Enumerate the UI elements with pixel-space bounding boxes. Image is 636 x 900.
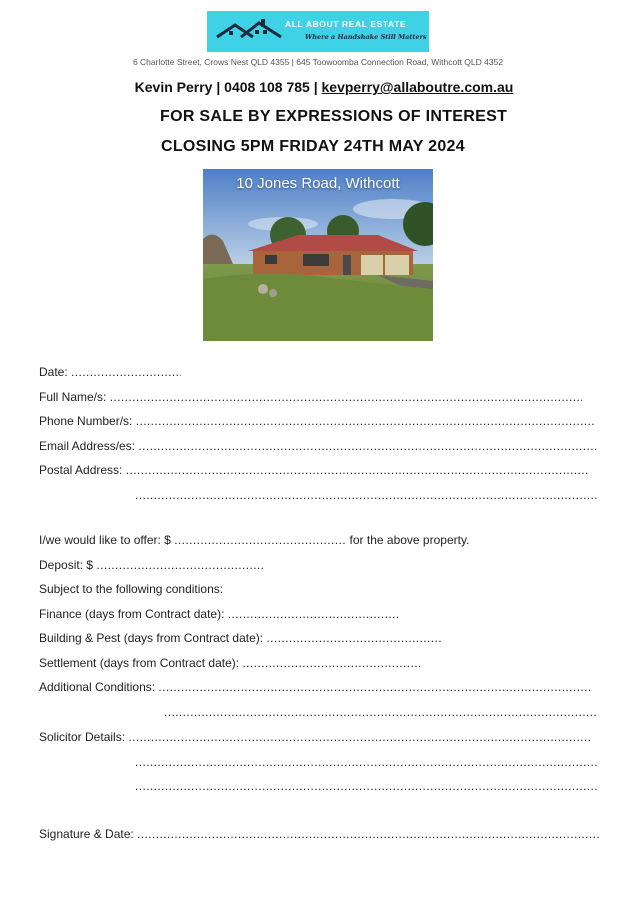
postal-field-2[interactable] [135,488,597,502]
agent-name-phone: Kevin Perry | 0408 108 785 | [134,79,322,95]
signature-label: Signature & Date: [39,827,134,841]
closing-heading: CLOSING 5PM FRIDAY 24TH MAY 2024 [161,138,465,155]
full-name-row [39,390,582,404]
full-name-label: Full Name/s: [39,390,107,404]
solicitor-row-3 [135,779,597,793]
finance-row [39,607,400,621]
signature-row [39,827,599,841]
additional-field-2[interactable] [164,705,597,719]
property-caption: 10 Jones Road, Withcott [236,175,400,192]
email-field[interactable] [138,439,598,453]
offer-amount-field[interactable] [174,533,346,547]
date-label: Date: [39,365,68,379]
additional-label: Additional Conditions: [39,680,156,694]
phone-label: Phone Number/s: [39,414,133,428]
company-logo [207,11,429,52]
building-pest-row [39,631,442,645]
agent-email-link[interactable]: kevperry@allaboutre.com.au [321,79,514,95]
offer-suffix: for the above property. [349,533,470,547]
additional-field[interactable] [158,680,590,694]
deposit-field[interactable] [96,558,264,572]
conditions-intro-text: Subject to the following conditions: [39,582,224,596]
phone-field[interactable] [136,414,596,428]
finance-field[interactable] [228,607,400,621]
offer-row [39,533,469,547]
property-photo [203,169,433,341]
signature-field[interactable] [137,827,599,841]
conditions-intro [39,582,223,596]
building-pest-label: Building & Pest (days from Contract date): [39,631,264,645]
full-name-field[interactable] [110,390,582,404]
postal-row-2 [135,488,597,502]
finance-label: Finance (days from Contract date): [39,607,225,621]
solicitor-row-2 [135,755,597,769]
settlement-field[interactable] [242,656,420,670]
postal-row [39,463,588,477]
phone-row [39,414,596,428]
settlement-row [39,656,420,670]
solicitor-field[interactable] [128,730,590,744]
building-pest-field[interactable] [266,631,442,645]
date-row [39,365,181,379]
date-field[interactable] [71,365,181,379]
solicitor-label: Solicitor Details: [39,730,126,744]
postal-field[interactable] [126,463,588,477]
offer-label: I/we would like to offer: $ [39,533,171,547]
deposit-row [39,558,264,572]
sale-heading: FOR SALE BY EXPRESSIONS OF INTEREST [160,108,508,125]
additional-row-2 [164,705,597,719]
solicitor-field-3[interactable] [135,779,597,793]
settlement-label: Settlement (days from Contract date): [39,656,240,670]
office-addresses: 6 Charlotte Street, Crows Nest QLD 4355 | 645 Toowoomba Connection Road, Withcott QLD 4352 [132,57,504,67]
solicitor-field-2[interactable] [135,755,597,769]
house-roof-icon [215,17,283,45]
email-row [39,439,598,453]
brand-tagline: Where a Handshake Still Matters [305,33,427,41]
brand-name: ALL ABOUT REAL ESTATE [285,19,407,29]
agent-contact [0,79,636,95]
additional-row [39,680,590,694]
solicitor-row [39,730,590,744]
deposit-label: Deposit: $ [39,558,94,572]
email-label: Email Address/es: [39,439,136,453]
postal-label: Postal Address: [39,463,123,477]
